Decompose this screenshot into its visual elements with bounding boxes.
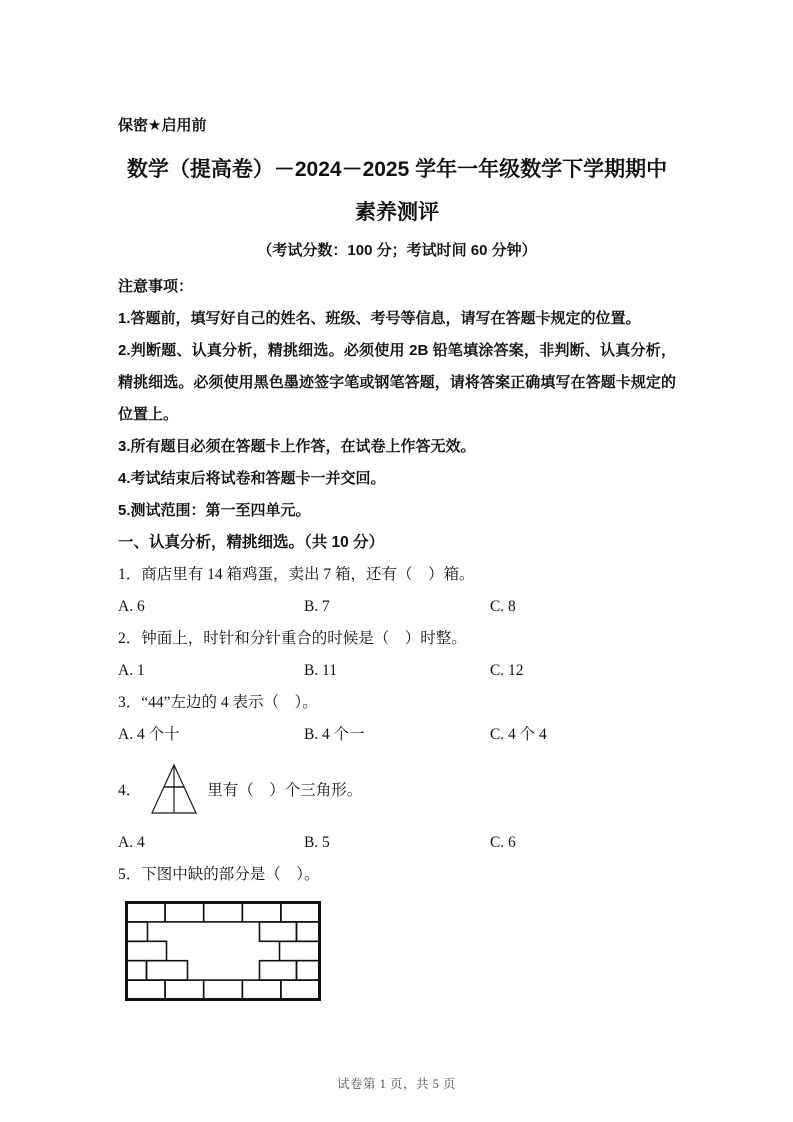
question-4-suffix: 里有（ ）个三角形。 [207,782,363,799]
exam-notices [118,271,676,527]
notice-item-2: 2.判断题、认真分析，精挑细选。必须使用 2B 铅笔填涂答案，非判断、认真分析，精挑细选。必须使用黑色墨迹签字笔或钢笔答题，请将答案正确填写在答题卡规定的位置上。 [118,342,676,423]
question-2-text: 2．钟面上，时针和分针重合的时候是（ ）时整。 [118,630,467,647]
question-2-options [118,655,676,687]
brick-wall-missing-part-figure [124,900,676,1003]
option-c: C. 4 个 4 [489,726,547,743]
option-a: A. 4 个十 [118,726,180,743]
confidential-notice: 保密★启用前 [118,117,207,134]
option-b: B. 11 [303,662,337,679]
page-footer: 试卷第 1 页，共 5 页 [336,1077,456,1091]
notices-heading: 注意事项： [118,278,194,295]
option-c: C. 6 [489,834,516,851]
section-1-heading: 一、认真分析，精挑细选。（共 10 分） [118,534,385,551]
page-title: 数学（提高卷）－2024－2025 学年一年级数学下学期期中素养测评 [126,158,668,224]
option-b: B. 5 [303,834,330,851]
question-3-text: 3．“44”左边的 4 表示（ ）。 [118,694,318,711]
option-c: C. 12 [489,662,524,679]
exam-score-time-subtitle: （考试分数：100 分；考试时间 60 分钟） [257,242,537,259]
notice-item-5: 5.测试范围：第一至四单元。 [118,502,311,519]
option-b: B. 4 个一 [303,726,365,743]
question-4-prefix: 4． [118,782,142,799]
option-a: A. 6 [118,598,145,615]
question-4-options [118,827,676,859]
divided-triangle-figure [150,762,198,816]
question-1-options [118,591,676,623]
option-c: C. 8 [489,598,516,615]
option-b: B. 7 [303,598,330,615]
notice-item-3: 3.所有题目必须在答题卡上作答，在试卷上作答无效。 [118,438,476,455]
option-a: A. 4 [118,834,145,851]
notice-item-4: 4.考试结束后将试卷和答题卡一并交回。 [118,470,386,487]
question-5-text: 5．下图中缺的部分是（ ）。 [118,866,320,883]
exam-sheet [118,116,676,1003]
question-1-text: 1．商店里有 14 箱鸡蛋，卖出 7 箱，还有（ ）箱。 [118,566,475,583]
question-4-text [118,751,676,827]
question-3-options [118,719,676,751]
option-a: A. 1 [118,662,145,679]
notice-item-1: 1.答题前，填写好自己的姓名、班级、考号等信息，请写在答题卡规定的位置。 [118,310,641,327]
